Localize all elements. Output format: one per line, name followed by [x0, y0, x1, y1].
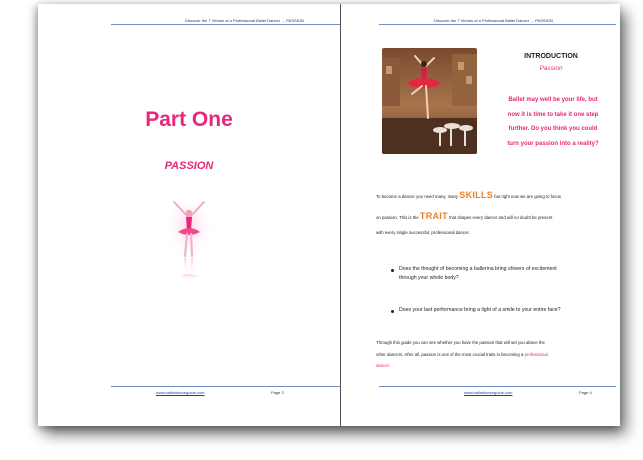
- intro-subtitle: Passion: [539, 65, 563, 72]
- bullet-line: Does your last performance bring a light of a smile to your entire face?: [399, 307, 561, 313]
- professional-highlight: professional: [524, 352, 548, 357]
- para1-line1: [376, 190, 561, 200]
- intro-title: INTRODUCTION: [524, 53, 578, 60]
- bullet-icon: [391, 310, 394, 313]
- quote-line: Ballet may well be your life, but: [508, 97, 598, 103]
- para2-line2: [376, 352, 548, 357]
- para1-text: To become a dancer you need many, many: [376, 194, 459, 199]
- quote-line: turn your passion into a reality?: [507, 140, 599, 147]
- quote-line: further. Do you think you could: [508, 126, 598, 132]
- skills-highlight: SKILLS: [459, 190, 494, 200]
- left-footer-rule: [111, 386, 343, 387]
- para1-text: on passion. This is the: [376, 215, 419, 220]
- right-page-header: Discover the 7 Virtues of a Professional Ballet Dancer → PASSION: [434, 18, 553, 23]
- bullet-line: through your whole body?: [399, 275, 459, 281]
- intro-quote: [487, 93, 619, 151]
- bullet-line: Does the thought of becoming a ballerina bring shivers of excitement: [399, 266, 557, 272]
- quote-line: now it is time to take it one step: [507, 111, 599, 118]
- para2-text: .: [388, 363, 391, 368]
- bullet-item: [399, 306, 614, 315]
- trait-highlight: TRAIT: [419, 211, 448, 221]
- bullet-item: [399, 265, 614, 283]
- para2-line3: [376, 363, 390, 368]
- para1-line3: with every single successful, professional dancer.: [376, 230, 470, 235]
- ballerina-illustration: [164, 198, 214, 302]
- left-header-rule: [111, 24, 343, 25]
- para2-line1: Through this guide you can see whether you have the passion that will set you above the: [376, 340, 545, 345]
- left-page: [38, 4, 340, 426]
- left-footer-link[interactable]: www.balletdanceguide.com: [156, 390, 205, 395]
- part-subtitle: PASSION: [164, 160, 214, 172]
- left-page-header: Discover the 7 Virtues of a Professional Ballet Dancer → PASSION: [185, 18, 304, 23]
- document-spread: [38, 4, 620, 426]
- ballerina-photo: [382, 48, 477, 154]
- right-footer-link[interactable]: www.balletdanceguide.com: [464, 390, 513, 395]
- part-title: Part One: [145, 108, 233, 131]
- para1-line2: [376, 211, 552, 221]
- para1-text: that shapes every dancer and will no doubt be present: [449, 215, 553, 220]
- right-header-rule: [379, 24, 616, 25]
- right-page-number: Page 4: [579, 390, 592, 395]
- para2-text: other dancers. After all, passion is one of the most crucial traits in becoming a: [376, 352, 524, 357]
- right-page: [341, 4, 620, 426]
- right-footer-rule: [379, 386, 616, 387]
- bullet-icon: [391, 269, 394, 272]
- dancer-highlight: dancer: [376, 363, 389, 368]
- left-page-number: Page 3: [271, 390, 284, 395]
- para1-text: but right now we are going to focus: [494, 194, 561, 199]
